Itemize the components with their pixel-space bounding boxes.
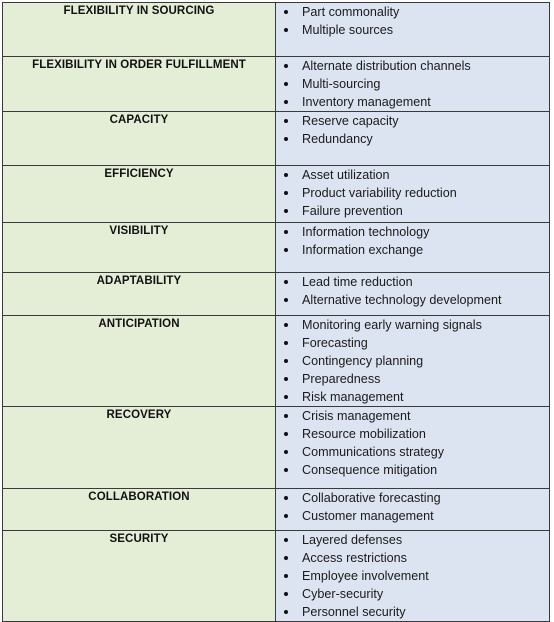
table-row <box>3 223 550 273</box>
table-row <box>3 57 550 112</box>
list-item: Monitoring early warning signals <box>302 316 549 334</box>
items-cell <box>276 316 550 407</box>
item-list <box>276 273 549 309</box>
list-item: Layered defenses <box>302 531 549 549</box>
list-item: Part commonality <box>302 3 549 21</box>
list-item: Contingency planning <box>302 352 549 370</box>
list-item: Risk management <box>302 388 549 406</box>
list-item: Asset utilization <box>302 166 549 184</box>
category-label: COLLABORATION <box>88 491 190 503</box>
list-item: Multiple sources <box>302 21 549 39</box>
category-label: CAPACITY <box>109 114 169 126</box>
table-row <box>3 3 550 57</box>
items-cell <box>276 489 550 531</box>
list-item: Preparedness <box>302 370 549 388</box>
list-item: Personnel security <box>302 603 549 621</box>
category-label: VISIBILITY <box>109 225 169 237</box>
category-label: EFFICIENCY <box>104 168 174 180</box>
table-row <box>3 273 550 316</box>
list-item: Forecasting <box>302 334 549 352</box>
items-cell <box>276 223 550 273</box>
item-list <box>276 489 549 525</box>
table-row <box>3 166 550 223</box>
category-label: FLEXIBILITY IN SOURCING <box>63 5 215 17</box>
items-cell <box>276 273 550 316</box>
list-item: Employee involvement <box>302 567 549 585</box>
item-list <box>276 223 549 259</box>
items-cell <box>276 57 550 112</box>
table-row <box>3 112 550 166</box>
category-label: ADAPTABILITY <box>96 275 182 287</box>
item-list <box>276 407 549 479</box>
category-cell <box>3 166 276 223</box>
list-item: Cyber-security <box>302 585 549 603</box>
list-item: Communications strategy <box>302 443 549 461</box>
table-row <box>3 531 550 622</box>
items-cell <box>276 531 550 622</box>
category-label: ANTICIPATION <box>98 318 180 330</box>
category-label: SECURITY <box>109 533 169 545</box>
items-cell <box>276 166 550 223</box>
category-cell <box>3 273 276 316</box>
items-cell <box>276 112 550 166</box>
list-item: Information technology <box>302 223 549 241</box>
category-cell <box>3 57 276 112</box>
category-cell <box>3 489 276 531</box>
list-item: Customer management <box>302 507 549 525</box>
list-item: Lead time reduction <box>302 273 549 291</box>
list-item: Product variability reduction <box>302 184 549 202</box>
item-list <box>276 112 549 148</box>
items-cell <box>276 3 550 57</box>
list-item: Consequence mitigation <box>302 461 549 479</box>
list-item: Reserve capacity <box>302 112 549 130</box>
category-cell <box>3 316 276 407</box>
list-item: Failure prevention <box>302 202 549 220</box>
list-item: Inventory management <box>302 93 549 111</box>
list-item: Access restrictions <box>302 549 549 567</box>
category-label: RECOVERY <box>106 409 172 421</box>
table-row <box>3 489 550 531</box>
list-item: Collaborative forecasting <box>302 489 549 507</box>
category-cell <box>3 223 276 273</box>
table-row <box>3 316 550 407</box>
category-cell <box>3 3 276 57</box>
category-cell <box>3 112 276 166</box>
list-item: Resource mobilization <box>302 425 549 443</box>
list-item: Alternative technology development <box>302 291 549 309</box>
category-label: FLEXIBILITY IN ORDER FULFILLMENT <box>32 59 246 71</box>
item-list <box>276 57 549 111</box>
list-item: Alternate distribution channels <box>302 57 549 75</box>
item-list <box>276 531 549 621</box>
list-item: Multi-sourcing <box>302 75 549 93</box>
items-cell <box>276 407 550 489</box>
category-cell <box>3 531 276 622</box>
table-row <box>3 407 550 489</box>
list-item: Information exchange <box>302 241 549 259</box>
category-cell <box>3 407 276 489</box>
item-list <box>276 3 549 39</box>
item-list <box>276 316 549 406</box>
item-list <box>276 166 549 220</box>
list-item: Crisis management <box>302 407 549 425</box>
list-item: Redundancy <box>302 130 549 148</box>
capabilities-table <box>2 2 550 622</box>
